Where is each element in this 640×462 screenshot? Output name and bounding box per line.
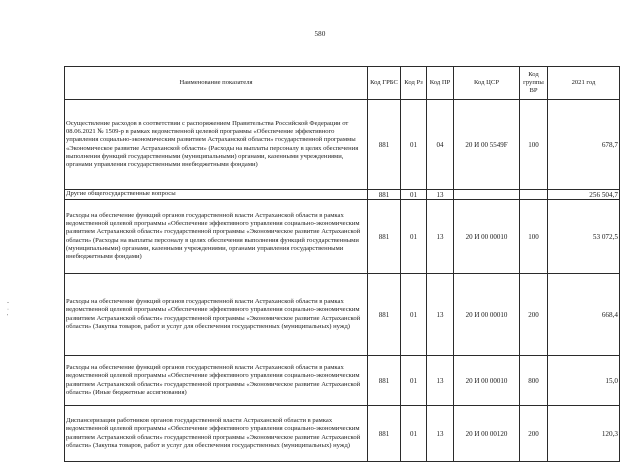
header-name: Наименование показателя bbox=[65, 67, 368, 100]
cell-pr: 04 bbox=[427, 100, 454, 190]
cell-name: Расходы на обеспечение функций органов государственной власти Астраханской области в рамках ведомственной целевой программы «Обеспечение эффективного управления социально-экономическим развитием Астраханской области» государственной программы «Экономическое развитие Астраханской области» (Расходы на выплаты персоналу в целях обеспечения выполнения функций государственными (муниципальными) органами, казенными учреждениями, органами управления государственными внебюджетными фондами) bbox=[65, 200, 368, 274]
cell-csr bbox=[454, 190, 520, 200]
cell-grbs: 881 bbox=[368, 406, 401, 462]
cell-csr: 20 И 00 00010 bbox=[454, 200, 520, 274]
cell-csr: 20 И 00 00010 bbox=[454, 274, 520, 356]
cell-vr: 100 bbox=[520, 100, 548, 190]
margin-marks bbox=[7, 300, 9, 321]
cell-rz: 01 bbox=[401, 356, 427, 406]
cell-amount: 678,7 bbox=[548, 100, 620, 190]
margin-mark: ' bbox=[7, 314, 9, 320]
cell-rz: 01 bbox=[401, 190, 427, 200]
table-header-row bbox=[65, 67, 620, 100]
cell-vr: 200 bbox=[520, 406, 548, 462]
cell-vr: 100 bbox=[520, 200, 548, 274]
cell-csr: 20 И 00 00010 bbox=[454, 356, 520, 406]
margin-mark: · bbox=[7, 307, 9, 313]
cell-rz: 01 bbox=[401, 100, 427, 190]
cell-amount: 256 504,7 bbox=[548, 190, 620, 200]
cell-rz: 01 bbox=[401, 406, 427, 462]
table-row bbox=[65, 406, 620, 462]
cell-grbs: 881 bbox=[368, 190, 401, 200]
cell-vr: 800 bbox=[520, 356, 548, 406]
cell-amount: 53 072,5 bbox=[548, 200, 620, 274]
header-rz: Код Рз bbox=[401, 67, 427, 100]
cell-name: Диспансеризация работников органов государственной власти Астраханской области в рамках ведомственной целевой программы «Обеспечение эффективного управления социально-экономическим развитием Астраханской области» государственной программы «Экономическое развитие Астраханской области» (Закупка товаров, работ и услуг для обеспечения государственных (муниципальных) нужд) bbox=[65, 406, 368, 462]
cell-name: Осуществление расходов в соответствии с распоряжением Правительства Российской Федерации от 08.06.2021 № 1509-р в рамках ведомственной целевой программы «Обеспечение эффективного управления социально-экономическим развитием Астраханской области» государственной программы «Экономическое развитие Астраханской области» (Расходы на выплаты персоналу в целях обеспечения выполнения функций государственными (муниципальными) органами, казенными учреждениями, органами управления государственными внебюджетными фондами) bbox=[65, 100, 368, 190]
cell-pr: 13 bbox=[427, 200, 454, 274]
cell-csr: 20 И 00 00120 bbox=[454, 406, 520, 462]
cell-pr: 13 bbox=[427, 406, 454, 462]
cell-pr: 13 bbox=[427, 356, 454, 406]
table-row bbox=[65, 200, 620, 274]
margin-mark: - bbox=[7, 300, 9, 306]
cell-grbs: 881 bbox=[368, 200, 401, 274]
cell-pr: 13 bbox=[427, 274, 454, 356]
cell-grbs: 881 bbox=[368, 274, 401, 356]
cell-amount: 668,4 bbox=[548, 274, 620, 356]
cell-name: Расходы на обеспечение функций органов государственной власти Астраханской области в рамках ведомственной целевой программы «Обеспечение эффективного управления социально-экономическим развитием Астраханской области» государственной программы «Экономическое развитие Астраханской области» (Иные бюджетные ассигнования) bbox=[65, 356, 368, 406]
cell-name: Другие общегосударственные вопросы bbox=[65, 190, 368, 200]
header-year: 2021 год bbox=[548, 67, 620, 100]
cell-vr: 200 bbox=[520, 274, 548, 356]
budget-table bbox=[64, 66, 620, 462]
cell-amount: 15,0 bbox=[548, 356, 620, 406]
header-csr: Код ЦСР bbox=[454, 67, 520, 100]
cell-rz: 01 bbox=[401, 274, 427, 356]
table-row bbox=[65, 100, 620, 190]
header-grbs: Код ГРБС bbox=[368, 67, 401, 100]
cell-csr: 20 И 00 5549F bbox=[454, 100, 520, 190]
table-row bbox=[65, 190, 620, 200]
cell-grbs: 881 bbox=[368, 100, 401, 190]
table-row bbox=[65, 274, 620, 356]
cell-name: Расходы на обеспечение функций органов государственной власти Астраханской области в рамках ведомственной целевой программы «Обеспечение эффективного управления социально-экономическим развитием Астраханской области» государственной программы «Экономическое развитие Астраханской области» (Закупка товаров, работ и услуг для обеспечения государственных (муниципальных) нужд) bbox=[65, 274, 368, 356]
cell-pr: 13 bbox=[427, 190, 454, 200]
page-number: 580 bbox=[314, 30, 326, 38]
header-pr: Код ПР bbox=[427, 67, 454, 100]
cell-amount: 120,3 bbox=[548, 406, 620, 462]
cell-grbs: 881 bbox=[368, 356, 401, 406]
header-vr: Код группы ВР bbox=[520, 67, 548, 100]
cell-vr bbox=[520, 190, 548, 200]
table-row bbox=[65, 356, 620, 406]
cell-rz: 01 bbox=[401, 200, 427, 274]
